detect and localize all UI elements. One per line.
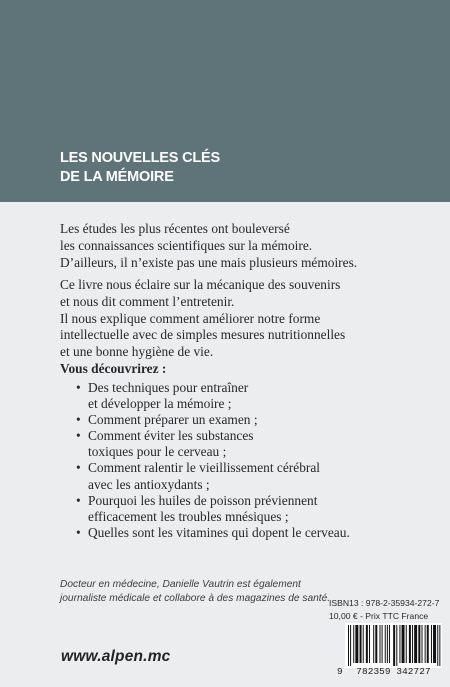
list-item-line: • Quelles sont les vitamines qui dopent le cerveau. bbox=[88, 524, 350, 540]
discover-list bbox=[76, 380, 446, 541]
list-item-line: avec les antioxydants ; bbox=[88, 476, 210, 492]
list-item bbox=[76, 380, 446, 412]
barcode-bar bbox=[437, 625, 438, 666]
book-title bbox=[60, 149, 220, 187]
barcode-bar bbox=[380, 625, 381, 663]
text-line: et une bonne hygiène de vie. bbox=[60, 344, 214, 360]
book-title-line: DE LA MÉMOIRE bbox=[60, 169, 174, 185]
barcode-group-1: 782359 bbox=[356, 666, 391, 677]
text-line: intellectuelle avec de simples mesures nutritionnelles bbox=[60, 327, 346, 343]
barcode-bar bbox=[387, 625, 388, 663]
text-line: Ce livre nous éclaire sur la mécanique des souvenirs bbox=[60, 277, 341, 292]
barcode-bar bbox=[389, 625, 390, 663]
list-item-line: • Des techniques pour entraîner bbox=[88, 380, 249, 395]
barcode bbox=[337, 623, 442, 677]
list-item-line: • Comment ralentir le vieillissement cérébral bbox=[88, 460, 321, 476]
intro-paragraph-1 bbox=[60, 221, 445, 271]
barcode-bar bbox=[439, 625, 440, 666]
isbn-number: ISBN13 : 978-2-35934-272-7 bbox=[329, 598, 440, 608]
barcode-bar bbox=[393, 625, 395, 666]
barcode-group-2: 342727 bbox=[396, 666, 431, 677]
text-line: les connaissances scientifiques sur la mémoire. bbox=[60, 237, 313, 253]
list-item bbox=[76, 412, 446, 428]
barcode-bar bbox=[355, 625, 358, 663]
list-item bbox=[76, 428, 446, 460]
publisher-website: www.alpen.mc bbox=[61, 648, 171, 665]
list-item-line: efficacement les troubles mnésiques ; bbox=[88, 508, 289, 524]
text-line: Il nous explique comment améliorer notre forme bbox=[60, 310, 321, 326]
text-line: D’ailleurs, il n’existe pas une mais plusieurs mémoires. bbox=[60, 254, 358, 270]
barcode-bar bbox=[350, 625, 351, 666]
barcode-bar bbox=[409, 625, 411, 663]
author-bio bbox=[60, 578, 330, 605]
barcode-bar bbox=[348, 625, 349, 666]
barcode-bar bbox=[431, 625, 432, 663]
text-line: Les études les plus récentes ont bouleversé bbox=[60, 221, 290, 236]
barcode-bar bbox=[373, 625, 374, 663]
list-item-line: toxiques pour le cerveau ; bbox=[88, 444, 227, 460]
barcode-bar bbox=[414, 625, 417, 663]
title-band bbox=[0, 0, 450, 202]
author-bio-line: Docteur en médecine, Danielle Vautrin est également bbox=[60, 579, 301, 590]
barcode-bar bbox=[399, 625, 400, 663]
barcode-digits bbox=[337, 666, 442, 677]
barcode-bar bbox=[422, 625, 423, 663]
barcode-bar bbox=[418, 625, 420, 663]
list-item-line: et développer la mémoire ; bbox=[88, 396, 232, 412]
barcode-bar bbox=[360, 625, 362, 663]
barcode-bar bbox=[433, 625, 436, 663]
text-line: et nous dit comment l’entretenir. bbox=[60, 293, 235, 309]
book-title-line: LES NOUVELLES CLÉS bbox=[60, 150, 220, 166]
price: 10,00 € - Prix TTC France bbox=[329, 611, 429, 621]
author-bio-line: journaliste médicale et collabore à des magazines de santé. bbox=[60, 592, 331, 604]
barcode-bar bbox=[427, 625, 429, 663]
barcode-bar bbox=[375, 625, 377, 663]
barcode-lead-digit: 9 bbox=[337, 666, 343, 677]
list-item-line: • Comment préparer un examen ; bbox=[88, 412, 258, 428]
barcode-bar bbox=[382, 625, 383, 663]
barcode-bar bbox=[425, 625, 426, 663]
list-item-line: • Pourquoi les huiles de poisson préviennent bbox=[88, 492, 318, 508]
barcode-bar bbox=[385, 625, 386, 663]
list-item bbox=[76, 525, 446, 541]
barcode-bar bbox=[369, 625, 370, 663]
intro-paragraph-2 bbox=[60, 277, 445, 361]
barcode-bar bbox=[363, 625, 364, 663]
barcode-bars bbox=[345, 623, 442, 666]
isbn-block bbox=[329, 597, 439, 623]
barcode-bar bbox=[353, 625, 354, 663]
list-item bbox=[76, 460, 446, 492]
list-item-line: • Comment éviter les substances bbox=[88, 428, 254, 444]
barcode-bar bbox=[396, 625, 397, 666]
list-item bbox=[76, 493, 446, 525]
barcode-bar bbox=[402, 625, 405, 663]
discover-heading: Vous découvrirez : bbox=[60, 361, 167, 376]
barcode-bar bbox=[412, 625, 413, 663]
barcode-bar bbox=[366, 625, 368, 663]
barcode-bar bbox=[406, 625, 407, 663]
